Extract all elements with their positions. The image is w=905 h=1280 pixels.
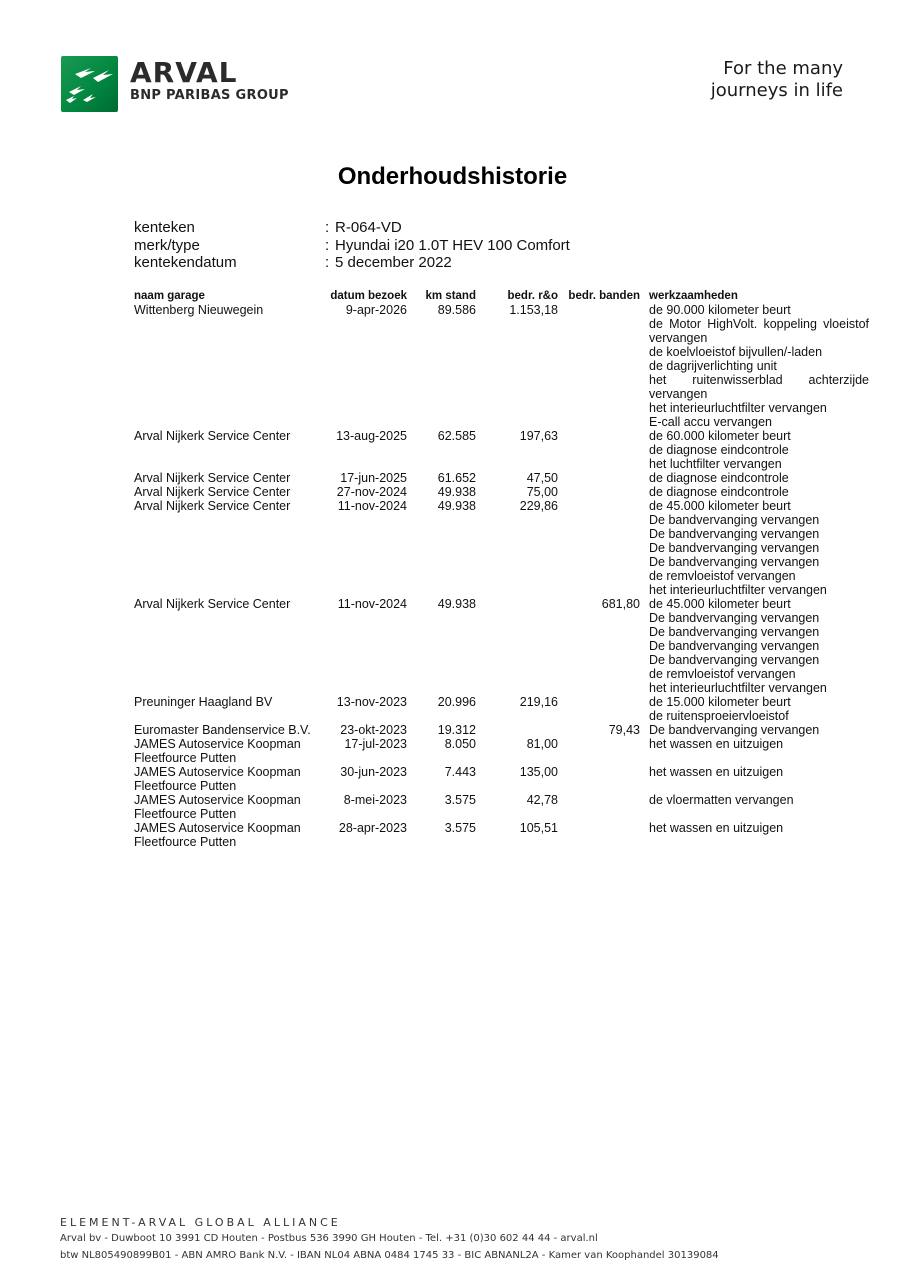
cell-km: 49.938 — [437, 485, 476, 499]
cell-work — [649, 723, 869, 737]
work-item: het interieurluchtfilter vervangen — [649, 681, 827, 695]
colon: : — [325, 254, 330, 271]
table-row — [0, 723, 905, 737]
cell-repair: 1.153,18 — [509, 303, 558, 317]
work-item: de diagnose eindcontrole — [649, 471, 789, 485]
work-item: het interieurluchtfilter vervangen — [649, 401, 827, 415]
cell-km: 61.652 — [437, 471, 476, 485]
cell-work — [649, 499, 869, 597]
work-item: het luchtfilter vervangen — [649, 457, 782, 471]
garage-name-line: JAMES Autoservice Koopman — [134, 793, 301, 807]
work-item: De bandvervanging vervangen — [649, 513, 820, 527]
work-item: vervangen — [649, 331, 708, 345]
page-title: Onderhoudshistorie — [337, 163, 568, 190]
cell-work — [649, 429, 869, 471]
garage-name-line: Fleetfource Putten — [134, 779, 237, 793]
tagline-line-2: journeys in life — [710, 80, 843, 101]
work-item: de 15.000 kilometer beurt — [649, 695, 791, 709]
cell-garage — [134, 737, 319, 765]
work-item: het wassen en uitzuigen — [649, 765, 784, 779]
cell-km: 49.938 — [437, 499, 476, 513]
work-item: de vloermatten vervangen — [649, 793, 794, 807]
cell-work — [649, 303, 869, 429]
cell-work — [649, 821, 869, 835]
header-date: datum bezoek — [330, 290, 407, 302]
cell-work — [649, 597, 869, 695]
cell-date: 27-nov-2024 — [336, 485, 407, 499]
cell-date: 30-jun-2023 — [340, 765, 407, 779]
table-body — [0, 303, 905, 849]
arval-logo-text — [130, 58, 289, 104]
cell-repair: 229,86 — [519, 499, 558, 513]
cell-date: 13-aug-2025 — [336, 429, 407, 443]
work-item: de koelvloeistof bijvullen/-laden — [649, 345, 823, 359]
garage-name-line: Euromaster Bandenservice B.V. — [134, 723, 311, 737]
cell-garage — [134, 471, 319, 485]
cell-km: 3.575 — [444, 821, 476, 835]
header-garage: naam garage — [134, 290, 205, 302]
cell-garage — [134, 723, 319, 737]
tagline-line-1: For the many — [723, 58, 843, 79]
cell-garage — [134, 821, 319, 849]
work-item: De bandvervanging vervangen — [649, 653, 820, 667]
work-item: De bandvervanging vervangen — [649, 639, 820, 653]
cell-tyres: 681,80 — [601, 597, 640, 611]
table-row — [0, 471, 905, 485]
cell-repair: 197,63 — [519, 429, 558, 443]
colon: : — [325, 236, 330, 254]
table-row — [0, 793, 905, 821]
work-item: de 60.000 kilometer beurt — [649, 429, 791, 443]
cell-km: 7.443 — [444, 765, 476, 779]
birds-icon — [61, 56, 118, 112]
cell-date: 23-okt-2023 — [340, 723, 407, 737]
garage-name-line: Arval Nijkerk Service Center — [134, 429, 291, 443]
cell-km: 89.586 — [437, 303, 476, 317]
work-item: De bandvervanging vervangen — [649, 625, 820, 639]
cell-date: 11-nov-2024 — [337, 597, 407, 611]
work-item: de Motor HighVolt. koppeling vloeistof — [649, 317, 869, 331]
cell-repair: 105,51 — [519, 821, 558, 835]
table-row — [0, 429, 905, 471]
work-item: vervangen — [649, 387, 708, 401]
garage-name-line: Fleetfource Putten — [134, 751, 237, 765]
work-item: de 45.000 kilometer beurt — [649, 499, 791, 513]
work-item: de 90.000 kilometer beurt — [649, 303, 791, 317]
cell-tyres: 79,43 — [608, 723, 640, 737]
cell-work — [649, 485, 869, 499]
table-row — [0, 821, 905, 849]
work-item: De bandvervanging vervangen — [649, 541, 820, 555]
work-item: het interieurluchtfilter vervangen — [649, 583, 827, 597]
garage-name-line: Wittenberg Nieuwegein — [134, 303, 264, 317]
cell-km: 62.585 — [437, 429, 476, 443]
cell-date: 17-jun-2025 — [340, 471, 407, 485]
table-row — [0, 303, 905, 429]
logo-brand: ARVAL — [130, 56, 238, 89]
cell-km: 3.575 — [444, 793, 476, 807]
work-item: het wassen en uitzuigen — [649, 737, 784, 751]
work-item: De bandvervanging vervangen — [649, 527, 820, 541]
vehicle-label: kentekendatum — [134, 254, 237, 271]
maintenance-table — [0, 289, 905, 849]
garage-name-line: Fleetfource Putten — [134, 807, 237, 821]
cell-work — [649, 765, 869, 779]
cell-date: 9-apr-2026 — [345, 303, 407, 317]
header-work: werkzaamheden — [649, 290, 738, 302]
footer-address: Arval bv - Duwboot 10 3991 CD Houten - Postbus 536 3990 GH Houten - Tel. +31 (0)30 602 44 44 - arval.nl — [60, 1233, 598, 1244]
footer-alliance: ELEMENT-ARVAL GLOBAL ALLIANCE — [60, 1216, 341, 1229]
table-row — [0, 765, 905, 793]
work-item: de 45.000 kilometer beurt — [649, 597, 791, 611]
header-tyres: bedr. banden — [568, 290, 640, 302]
table-row — [0, 695, 905, 723]
table-header — [0, 289, 905, 303]
work-item: het wassen en uitzuigen — [649, 821, 784, 835]
cell-work — [649, 793, 869, 807]
work-item: de ruitensproeiervloeistof — [649, 709, 789, 723]
cell-garage — [134, 765, 319, 793]
footer-bank: btw NL805490899B01 - ABN AMRO Bank N.V. - IBAN NL04 ABNA 0484 1745 33 - BIC ABNANL2A - Kamer van Koophandel 30139084 — [60, 1250, 719, 1261]
header-repair: bedr. r&o — [507, 290, 558, 302]
cell-work — [649, 471, 869, 485]
work-item: de diagnose eindcontrole — [649, 485, 789, 499]
table-row — [0, 499, 905, 597]
work-item: De bandvervanging vervangen — [649, 555, 820, 569]
garage-name-line: Arval Nijkerk Service Center — [134, 471, 291, 485]
cell-work — [649, 737, 869, 751]
cell-repair: 219,16 — [519, 695, 558, 709]
garage-name-line: Arval Nijkerk Service Center — [134, 597, 291, 611]
cell-repair: 42,78 — [526, 793, 558, 807]
cell-garage — [134, 793, 319, 821]
work-item: De bandvervanging vervangen — [649, 611, 820, 625]
header-km: km stand — [425, 290, 476, 302]
cell-repair: 75,00 — [526, 485, 558, 499]
cell-garage — [134, 597, 319, 611]
work-item: de remvloeistof vervangen — [649, 569, 796, 583]
cell-date: 8-mei-2023 — [343, 793, 407, 807]
garage-name-line: JAMES Autoservice Koopman — [134, 765, 301, 779]
cell-km: 49.938 — [437, 597, 476, 611]
garage-name-line: JAMES Autoservice Koopman — [134, 821, 301, 835]
cell-date: 13-nov-2023 — [336, 695, 407, 709]
table-row — [0, 597, 905, 695]
arval-logo-mark — [61, 56, 118, 112]
cell-work — [649, 695, 869, 723]
cell-date: 17-jul-2023 — [344, 737, 407, 751]
vehicle-value: R-064-VD — [335, 219, 402, 236]
cell-km: 19.312 — [437, 723, 476, 737]
garage-name-line: Arval Nijkerk Service Center — [134, 499, 291, 513]
vehicle-label: kenteken — [134, 219, 195, 236]
cell-garage — [134, 695, 319, 709]
cell-repair: 135,00 — [519, 765, 558, 779]
garage-name-line: JAMES Autoservice Koopman — [134, 737, 301, 751]
vehicle-label: merk/type — [134, 236, 200, 254]
cell-km: 20.996 — [437, 695, 476, 709]
cell-garage — [134, 499, 319, 513]
table-row — [0, 485, 905, 499]
work-item: E-call accu vervangen — [649, 415, 772, 429]
vehicle-value: 5 december 2022 — [335, 254, 452, 271]
garage-name-line: Fleetfource Putten — [134, 835, 237, 849]
work-item: het ruitenwisserblad achterzijde — [649, 373, 869, 387]
table-row — [0, 737, 905, 765]
vehicle-value: Hyundai i20 1.0T HEV 100 Comfort — [335, 236, 570, 254]
garage-name-line: Arval Nijkerk Service Center — [134, 485, 291, 499]
cell-garage — [134, 303, 319, 317]
tagline — [711, 58, 843, 102]
work-item: de remvloeistof vervangen — [649, 667, 796, 681]
cell-repair: 81,00 — [526, 737, 558, 751]
cell-garage — [134, 429, 319, 443]
cell-km: 8.050 — [444, 737, 476, 751]
garage-name-line: Preuninger Haagland BV — [134, 695, 273, 709]
cell-date: 11-nov-2024 — [337, 499, 407, 513]
work-item: de dagrijverlichting unit — [649, 359, 777, 373]
cell-garage — [134, 485, 319, 499]
cell-date: 28-apr-2023 — [338, 821, 407, 835]
logo-group: BNP PARIBAS GROUP — [130, 88, 289, 103]
work-item: de diagnose eindcontrole — [649, 443, 789, 457]
colon: : — [325, 219, 330, 236]
cell-repair: 47,50 — [526, 471, 558, 485]
work-item: De bandvervanging vervangen — [649, 723, 820, 737]
footer — [60, 1215, 719, 1264]
